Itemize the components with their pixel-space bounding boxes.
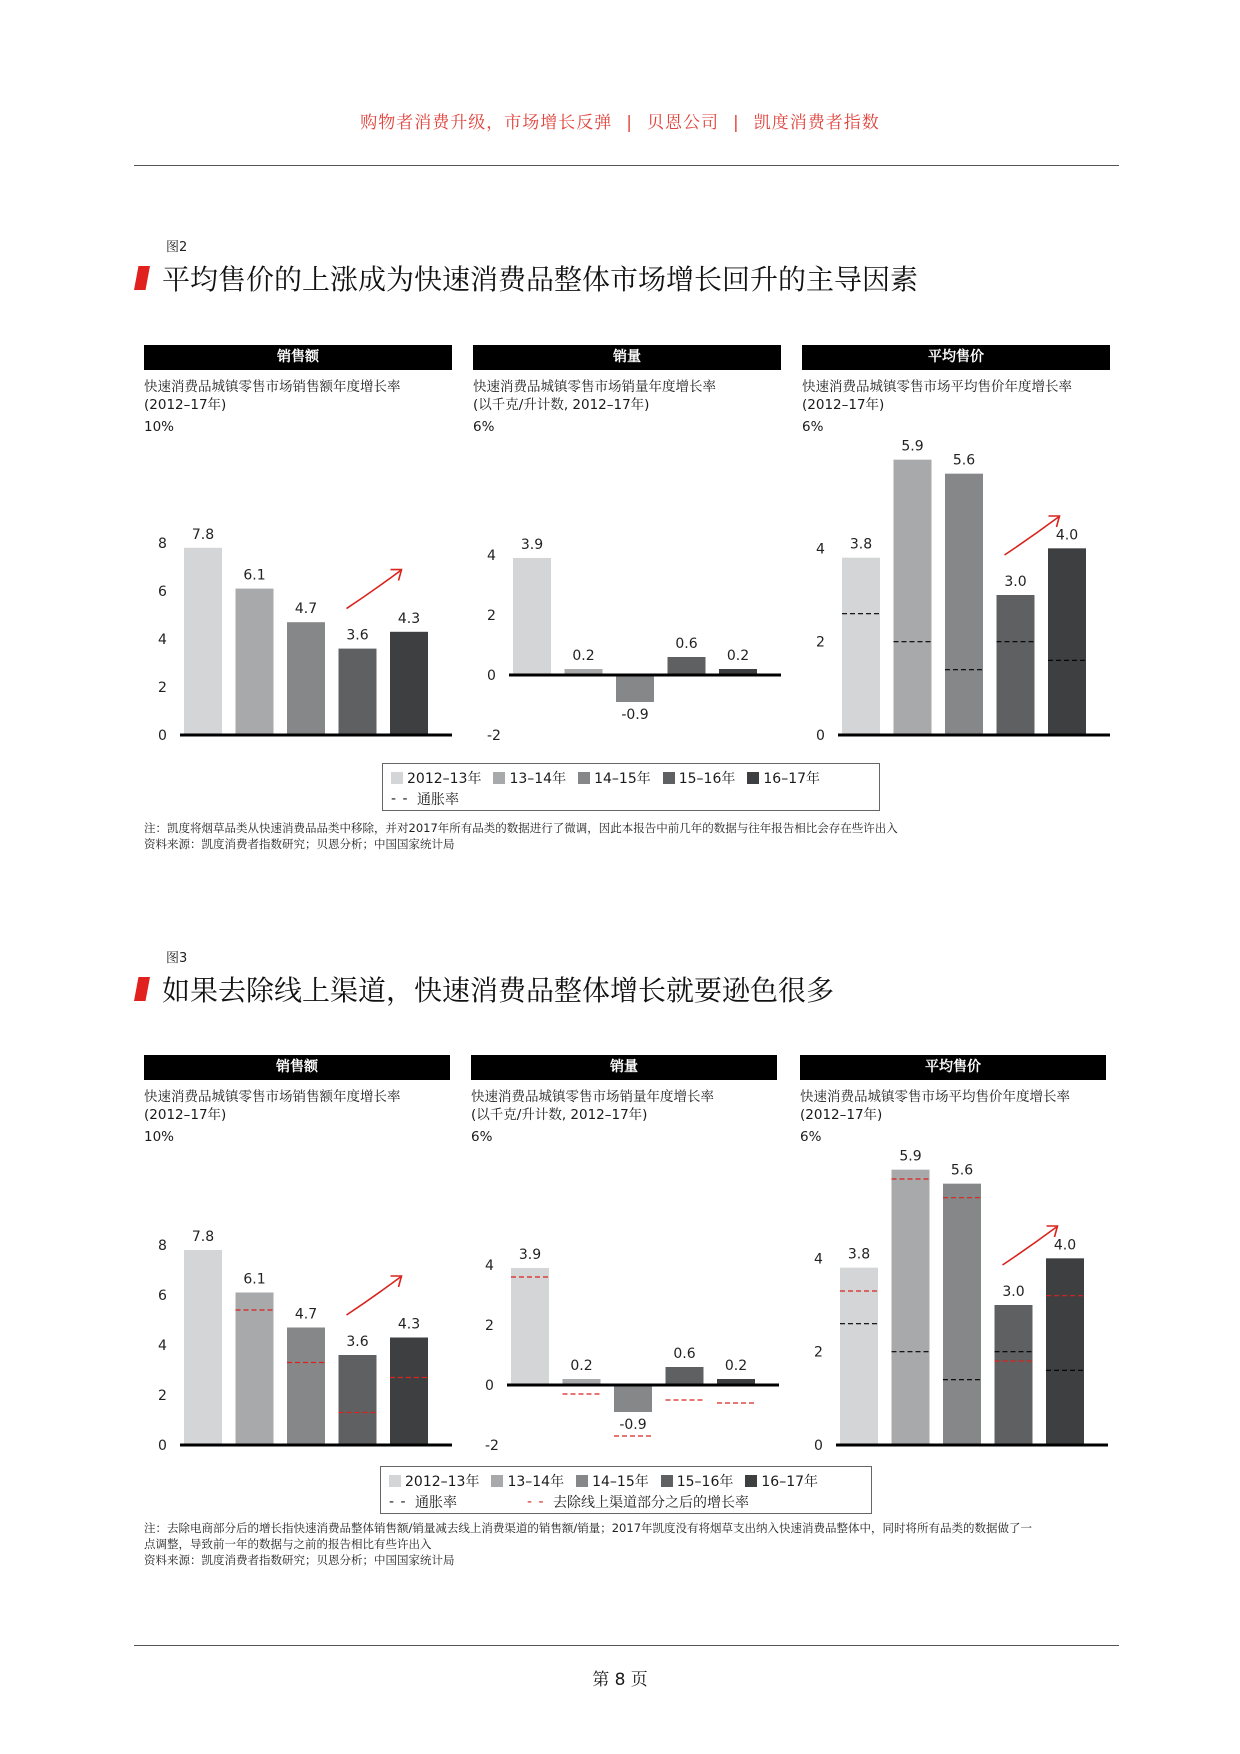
y-tick-label: 4 [814, 1251, 823, 1268]
legend-inflation-label: 通胀率 [417, 792, 459, 808]
data-label: 4.3 [397, 1316, 421, 1333]
y-tick-label: 2 [816, 634, 825, 651]
chart-header: 销量 [471, 1055, 777, 1080]
legend-label: 2012–13年 [405, 1474, 480, 1490]
legend-label: 15–16年 [676, 1474, 734, 1490]
chart-header: 平均售价 [802, 345, 1110, 370]
legend-label: 14–15年 [592, 1474, 649, 1490]
chart-fig3-volume [471, 1055, 791, 1455]
y-tick-label: 2 [158, 680, 167, 696]
figure-2-title [134, 258, 918, 298]
legend-series-row [391, 768, 832, 788]
bar [184, 548, 222, 735]
bar [390, 632, 428, 735]
legend-offline-dash: - - [527, 1494, 545, 1510]
chart-fig2-volume [473, 345, 793, 745]
legend-label: 15–16年 [678, 771, 736, 787]
y-tick-label: 4 [158, 1338, 167, 1354]
chart-subtitle: 快速消费品城镇零售市场销量年度增长率 (以千克/升计数, 2012–17年) [471, 1089, 714, 1123]
y-tick-label: 8 [158, 1238, 167, 1254]
legend-item [389, 1471, 479, 1491]
legend-inflation-dash: - - [389, 1494, 407, 1510]
data-label: 4.7 [294, 1306, 318, 1323]
figure-2-label: 图2 [166, 240, 188, 255]
figure-3-legend [380, 1466, 872, 1514]
y-tick-label: 8 [158, 536, 167, 552]
y-tick-label: 6 [158, 584, 167, 600]
legend-series-row [389, 1471, 830, 1491]
data-label: 0.2 [570, 1358, 593, 1374]
data-label: 4.3 [397, 610, 421, 627]
y-tick-label: 4 [158, 632, 167, 648]
figure-2-note: 注：凯度将烟草品类从快速消费品品类中移除，并对2017年所有品类的数据进行了微调，因此本报告中前几年的数据与往年报告相比会存在些许出入 [144, 821, 898, 835]
chart-subtitle: 快速消费品城镇零售市场销量年度增长率 (以千克/升计数, 2012–17年) [473, 379, 716, 413]
chart-fig2-sales [144, 345, 464, 745]
data-label: 5.9 [901, 438, 924, 455]
figure-3-note-continued: 点调整，导致前一年的数据与之前的报告相比有些许出入 [144, 1537, 432, 1551]
trend-arrow-icon [347, 1277, 401, 1315]
data-label: 3.6 [346, 1334, 369, 1350]
data-label: 5.9 [899, 1148, 922, 1165]
bar [945, 474, 983, 735]
chart-header: 销售额 [144, 1055, 450, 1080]
legend-item [745, 1471, 818, 1491]
data-label: 6.1 [243, 1271, 266, 1288]
bar [287, 1328, 325, 1446]
chart-plot [802, 345, 1122, 745]
legend-swatch [578, 772, 590, 784]
y-tick-label: 4 [816, 541, 825, 558]
bar [339, 649, 377, 735]
bar [614, 1385, 652, 1412]
bar [668, 657, 706, 675]
bar [287, 622, 325, 735]
chart-subtitle: 快速消费品城镇零售市场销售额年度增长率 (2012–17年) [144, 379, 401, 413]
header-partner: 凯度消费者指数 [753, 113, 880, 133]
y-tick-label: 0 [816, 728, 825, 744]
chart-unit: 6% [473, 419, 495, 435]
header-separator: | [626, 113, 633, 133]
title-marker-icon [134, 266, 150, 290]
chart-header: 销售额 [144, 345, 452, 370]
data-label: 4.0 [1055, 527, 1079, 544]
data-label: 3.9 [518, 1247, 542, 1263]
bar [943, 1184, 981, 1445]
data-label: 4.0 [1053, 1237, 1077, 1254]
chart-fig3-sales [144, 1055, 464, 1455]
figure-2-notes [144, 820, 898, 852]
y-tick-label: 2 [485, 1318, 494, 1334]
y-tick-label: 0 [814, 1438, 823, 1454]
bar [997, 595, 1035, 735]
data-label: 7.8 [191, 1229, 215, 1245]
figure-3-notes [144, 1520, 1032, 1568]
legend-item [661, 1471, 734, 1491]
chart-plot [144, 1055, 464, 1455]
y-tick-label: 4 [485, 1258, 494, 1274]
legend-item [493, 768, 566, 788]
y-tick-label: -2 [487, 728, 501, 744]
data-label: 3.8 [847, 1246, 871, 1263]
legend-inflation-label: 通胀率 [415, 1495, 457, 1511]
report-header [0, 108, 1240, 133]
data-label: 5.6 [950, 1162, 974, 1179]
bar [184, 1250, 222, 1445]
legend-swatch [661, 1475, 673, 1487]
data-label: 3.0 [1004, 574, 1027, 590]
legend-swatch [391, 772, 403, 784]
y-tick-label: 2 [814, 1344, 823, 1361]
chart-unit: 6% [800, 1129, 822, 1145]
bar [511, 1268, 549, 1385]
figure-2-legend [382, 763, 880, 811]
legend-item [578, 768, 651, 788]
y-tick-label: 0 [485, 1378, 494, 1394]
y-tick-label: 2 [158, 1388, 167, 1404]
legend-swatch [491, 1475, 503, 1487]
chart-fig2-price [802, 345, 1122, 745]
chart-plot [473, 345, 793, 745]
bar [892, 1170, 930, 1445]
legend-swatch [576, 1475, 588, 1487]
bar [894, 460, 932, 735]
y-tick-label: -2 [485, 1438, 499, 1454]
y-tick-label: 0 [158, 1438, 167, 1454]
legend-swatch [493, 772, 505, 784]
data-label: 0.6 [673, 1346, 696, 1362]
data-label: 7.8 [191, 526, 215, 543]
chart-header: 平均售价 [800, 1055, 1106, 1080]
bar [236, 1293, 274, 1446]
data-label: -0.9 [621, 707, 649, 723]
bar [840, 1268, 878, 1445]
chart-header: 销量 [473, 345, 781, 370]
data-label: 6.1 [243, 567, 266, 584]
data-label: 0.2 [572, 648, 595, 664]
data-label: 5.6 [952, 452, 976, 469]
legend-label: 2012–13年 [407, 771, 482, 787]
chart-subtitle: 快速消费品城镇零售市场平均售价年度增长率 (2012–17年) [800, 1089, 1070, 1123]
legend-swatch [745, 1475, 757, 1487]
data-label: 3.9 [520, 537, 544, 553]
chart-plot [800, 1055, 1120, 1455]
legend-line-row [391, 789, 459, 809]
y-tick-label: 4 [487, 548, 496, 564]
chart-unit: 6% [802, 419, 824, 435]
legend-label: 13–14年 [507, 1474, 565, 1490]
y-tick-label: 6 [158, 1288, 167, 1304]
figure-2-source: 资料来源：凯度消费者指数研究；贝恩分析；中国国家统计局 [144, 837, 455, 851]
data-label: 3.0 [1002, 1284, 1025, 1300]
legend-item [391, 768, 481, 788]
trend-arrow-icon [347, 571, 401, 609]
data-label: 3.6 [346, 627, 369, 644]
data-label: 0.6 [675, 636, 698, 652]
bar [339, 1355, 377, 1445]
header-report-title: 购物者消费升级，市场增长反弹 [360, 113, 613, 133]
header-separator: | [733, 113, 740, 133]
chart-plot [144, 345, 464, 745]
bar [616, 675, 654, 702]
bar [1048, 548, 1086, 735]
footer-divider [134, 1645, 1119, 1646]
legend-inflation-dash: - - [391, 791, 409, 807]
legend-label: 14–15年 [594, 771, 651, 787]
bar [842, 558, 880, 735]
figure-3-title-text: 如果去除线上渠道，快速消费品整体增长就要逊色很多 [162, 974, 835, 1007]
figure-3-title [134, 969, 834, 1009]
chart-unit: 6% [471, 1129, 493, 1145]
legend-item [491, 1471, 564, 1491]
legend-label: 16–17年 [761, 1474, 819, 1490]
legend-label: 13–14年 [509, 771, 567, 787]
data-label: 3.8 [849, 536, 873, 553]
bar [995, 1305, 1033, 1445]
y-tick-label: 2 [487, 608, 496, 624]
figure-2-title-text: 平均售价的上涨成为快速消费品整体市场增长回升的主导因素 [162, 263, 919, 296]
data-label: 0.2 [726, 648, 750, 664]
chart-subtitle: 快速消费品城镇零售市场平均售价年度增长率 (2012–17年) [802, 379, 1072, 413]
chart-unit: 10% [144, 419, 175, 435]
data-label: -0.9 [619, 1417, 647, 1433]
legend-swatch [663, 772, 675, 784]
figure-3-note: 注：去除电商部分后的增长指快速消费品整体销售额/销量减去线上消费渠道的销售额/销量；2017年凯度没有将烟草支出纳入快速消费品整体中，同时将所有品类的数据做了一 [144, 1521, 1033, 1535]
chart-plot [471, 1055, 791, 1455]
title-marker-icon [134, 977, 150, 1001]
bar [236, 589, 274, 735]
legend-item [576, 1471, 649, 1491]
chart-unit: 10% [144, 1129, 175, 1145]
legend-line-row [389, 1492, 749, 1512]
data-label: 0.2 [724, 1358, 748, 1374]
chart-subtitle: 快速消费品城镇零售市场销售额年度增长率 (2012–17年) [144, 1089, 401, 1123]
bar [666, 1367, 704, 1385]
chart-fig3-price [800, 1055, 1120, 1455]
header-company: 贝恩公司 [647, 113, 719, 133]
legend-swatch [389, 1475, 401, 1487]
legend-item [663, 768, 736, 788]
y-tick-label: 0 [158, 728, 167, 744]
header-divider [134, 165, 1119, 166]
bar [390, 1338, 428, 1446]
page-number: 第 8 页 [592, 1670, 648, 1690]
legend-swatch [747, 772, 759, 784]
legend-offline-label: 去除线上渠道部分之后的增长率 [553, 1495, 749, 1511]
figure-3-label: 图3 [166, 951, 188, 966]
y-tick-label: 0 [487, 668, 496, 684]
bar [513, 558, 551, 675]
legend-label: 16–17年 [763, 771, 821, 787]
legend-item [747, 768, 820, 788]
figure-3-source: 资料来源：凯度消费者指数研究；贝恩分析；中国国家统计局 [144, 1553, 455, 1567]
bar [1046, 1258, 1084, 1445]
data-label: 4.7 [294, 601, 318, 618]
